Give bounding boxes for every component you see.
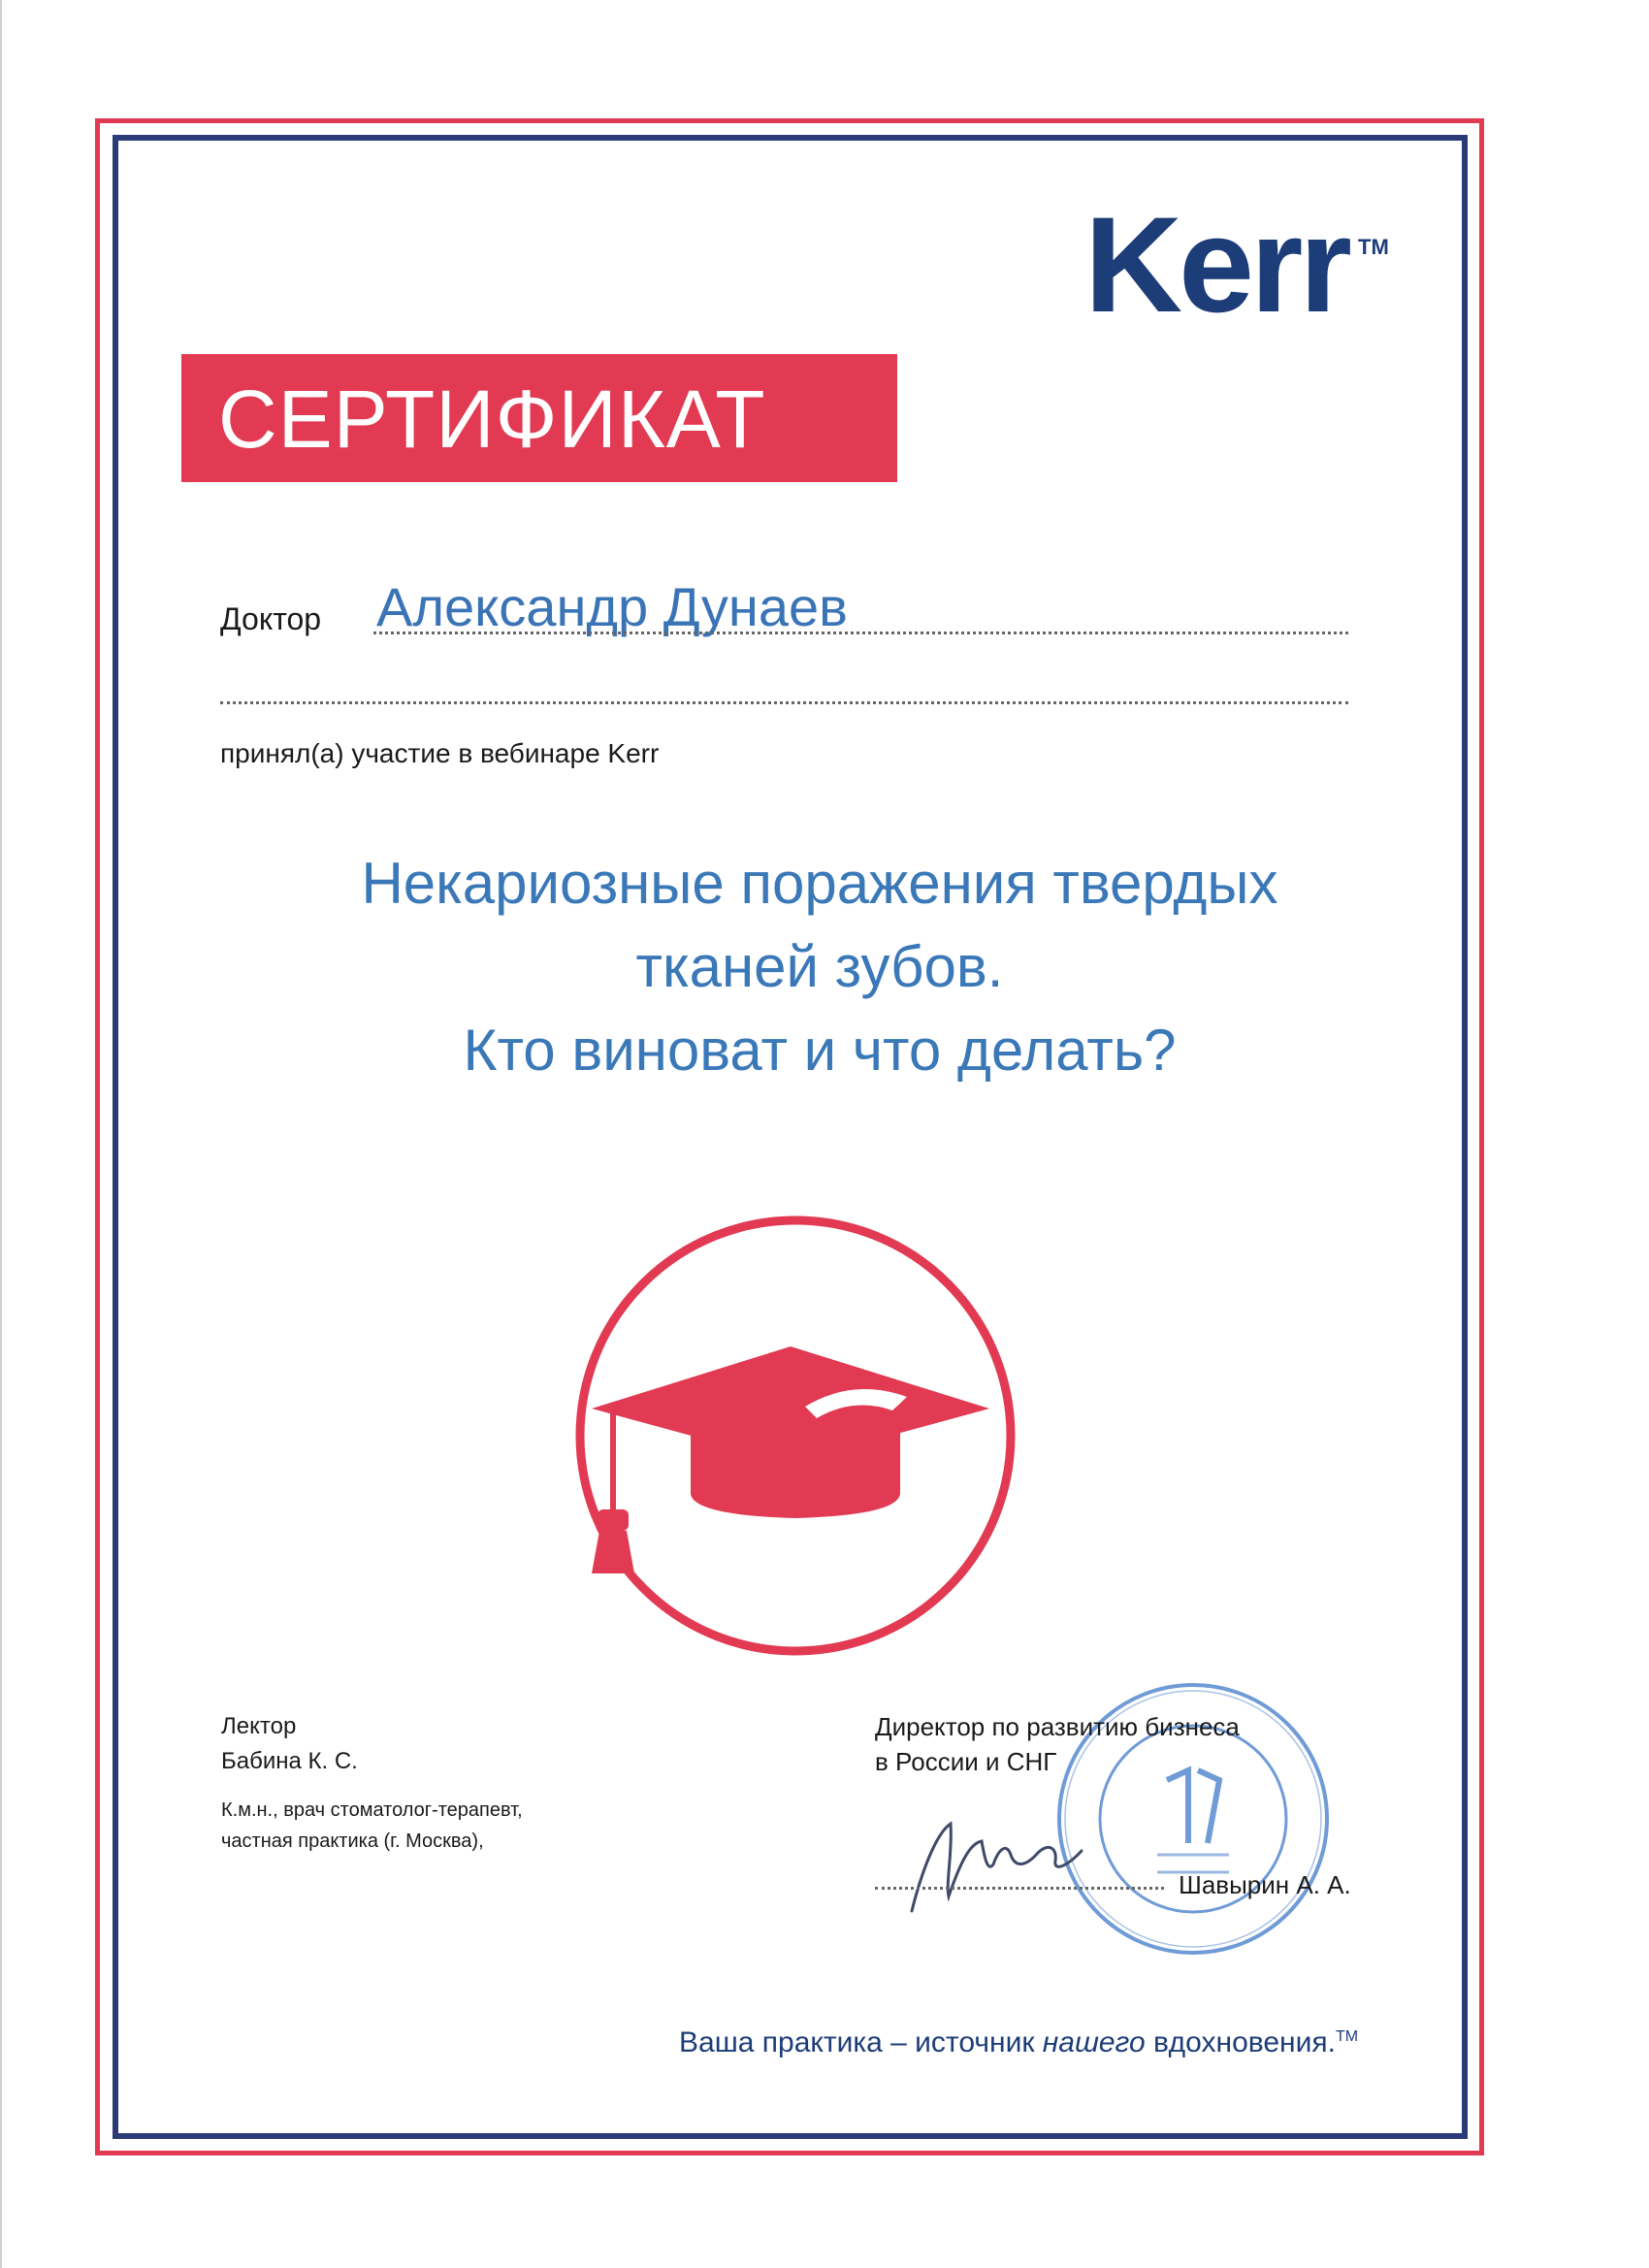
webinar-title-line: Кто виноват и что делать? (463, 1018, 1177, 1083)
slogan (679, 2018, 1358, 2062)
lecturer-info-line: К.м.н., врач стоматолог-терапевт, (221, 1799, 523, 1821)
doctor-name: Александр Дунаев (376, 576, 848, 637)
webinar-title (194, 842, 1445, 1092)
name-dotted-line (373, 632, 1348, 634)
second-dotted-line (220, 701, 1348, 704)
slogan-part2: вдохновения. (1145, 2026, 1336, 2058)
handwritten-signature (892, 1804, 1106, 1921)
webinar-title-line: Некариозные поражения твердых (361, 851, 1278, 916)
doctor-label: Доктор (220, 601, 322, 636)
certificate-title: СЕРТИФИКАТ (218, 373, 766, 465)
slogan-trademark: TM (1335, 2028, 1359, 2045)
kerr-logo (1084, 188, 1389, 340)
director-name: Шавырин А. А. (1179, 1870, 1351, 1899)
director-title-line: в России и СНГ (875, 1747, 1057, 1776)
lecturer-info-line: частная практика (г. Москва), (221, 1831, 484, 1852)
logo-brand: Kerr (1084, 188, 1348, 340)
lecturer-block (221, 1709, 358, 1779)
scan-edge (0, 0, 2, 2268)
lecturer-info (221, 1795, 523, 1857)
logo-trademark: TM (1358, 235, 1389, 259)
lecturer-label: Лектор (221, 1713, 297, 1739)
graduation-cap-icon (563, 1203, 1028, 1669)
slogan-emphasis: нашего (1042, 2026, 1146, 2058)
slogan-part1: Ваша практика – источник (679, 2026, 1043, 2058)
director-title (875, 1709, 1240, 1779)
participation-text: принял(а) участие в вебинаре Kerr (220, 738, 660, 768)
director-title-line: Директор по развитию бизнеса (875, 1712, 1240, 1741)
signature-dotted-line (875, 1887, 1164, 1890)
webinar-title-line: тканей зубов. (635, 934, 1004, 999)
certificate-title-box (181, 354, 897, 482)
lecturer-name: Бабина К. С. (221, 1748, 358, 1774)
